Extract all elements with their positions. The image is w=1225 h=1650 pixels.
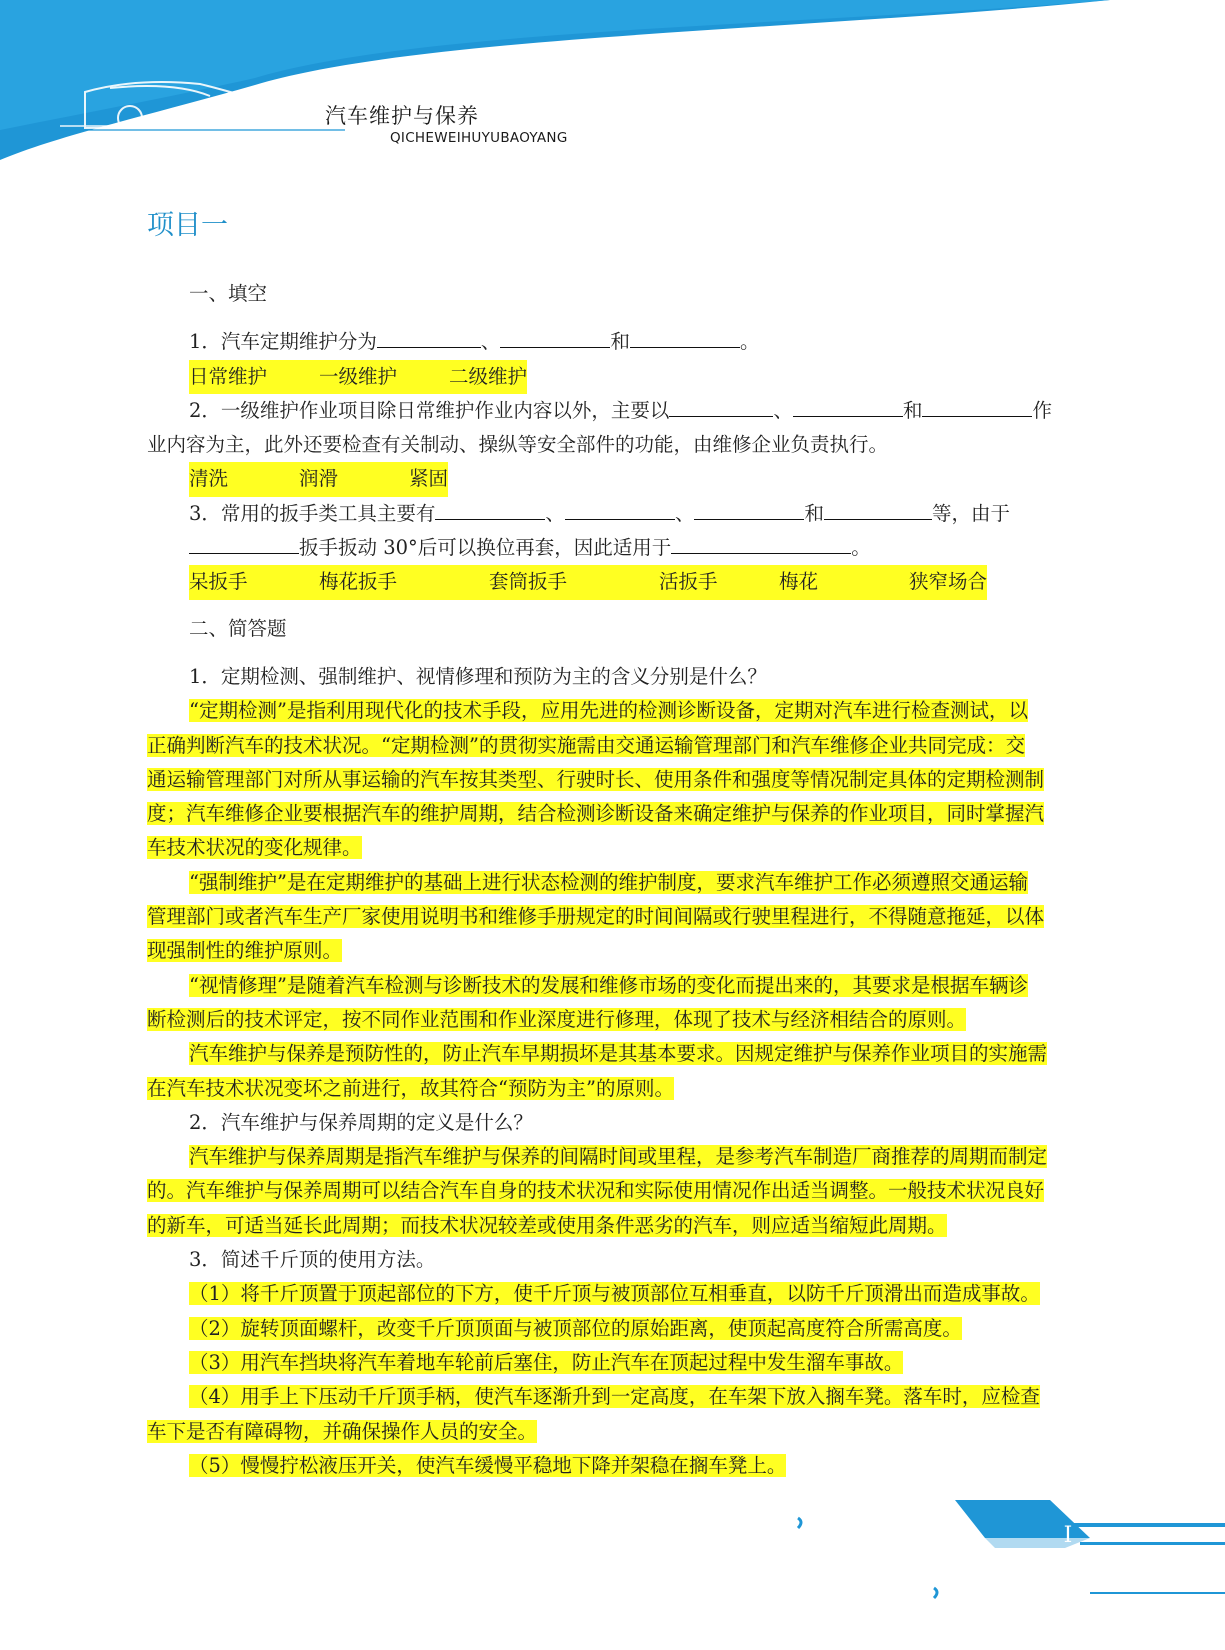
footer-banner — [790, 1500, 1225, 1650]
answer-paragraph-1: “定期检测”是指利用现代化的技术手段，应用先进的检测诊断设备，定期对汽车进行检查测试，以 正确判断汽车的技术状况。“定期检测”的贯彻实施需由交通运输管理部门和汽车维修企业共同完成：交 通运输管理部门对所从事运输的汽车按其类型、行驶时长、使用条件和强度等情况制定具体的定期检测制 度；汽车维修企业要根据汽车的维护周期，结合检测诊断设备来确定维护与保养的作业项目，同时掌握汽 车技术状况的变化规律。 — [147, 699, 1045, 860]
answer-blank — [377, 325, 481, 348]
step-item: （5）慢慢拧松液压开关，使汽车缓慢平稳地下降并架稳在搁车凳上。 — [189, 1453, 787, 1477]
project-title: 项目一 — [147, 210, 228, 241]
short-question-3: 3．简述千斤顶的使用方法。 — [189, 1248, 436, 1272]
short-question-1: 1．定期检测、强制维护、视情修理和预防为主的含义分别是什么？ — [189, 664, 767, 688]
answer-blank — [671, 531, 851, 554]
section-heading-fill-blank: 一、填空 — [189, 282, 268, 305]
answer-text: 清洗 — [189, 462, 299, 496]
answer-text: 梅花扳手 — [319, 565, 489, 599]
answer-text: 紧固 — [409, 462, 448, 496]
answer-blank — [824, 497, 932, 520]
answer-text: 呆扳手 — [189, 565, 319, 599]
answer-text: 狭窄场合 — [909, 565, 987, 599]
answer-blank — [793, 394, 903, 417]
answer-steps — [147, 1277, 1107, 1483]
step-item: （2）旋转顶面螺杆，改变千斤顶顶面与被顶部位的原始距离，使顶起高度符合所需高度。 — [189, 1316, 962, 1340]
answer-paragraph-2: “强制维护”是在定期维护的基础上进行状态检测的维护制度，要求汽车维护工作必须遵照交通运输 管理部门或者汽车生产厂家使用说明书和维修手册规定的时间间隔或行驶里程进行，不得随意拖延，以体 现强制性的维护原则。 — [147, 870, 1045, 963]
header-banner — [0, 0, 1225, 160]
answer-text: 润滑 — [299, 462, 409, 496]
fill-answer-2 — [147, 462, 1107, 496]
fill-question-3-cont: 扳手扳动 30°后可以换位再套，因此适用于 。 — [147, 531, 1107, 565]
book-subtitle: QICHEWEIHUYUBAOYANG — [390, 130, 568, 146]
short-question-2: 2．汽车维护与保养周期的定义是什么？ — [189, 1110, 533, 1134]
step-item: （1）将千斤顶置于顶起部位的下方，使千斤顶与被顶部位互相垂直，以防千斤顶滑出而造成事故。 — [189, 1282, 1040, 1306]
answer-paragraph-3: “视情修理”是随着汽车检测与诊断技术的发展和维修市场的变化而提出来的，其要求是根据车辆诊 断检测后的技术评定，按不同作业范围和作业深度进行修理，体现了技术与经济相结合的原则。 — [147, 973, 1028, 1031]
answer-blank — [435, 497, 545, 520]
step-item: （4）用手上下压动千斤顶手柄，使汽车逐渐升到一定高度，在车架下放入搁车凳。落车时，应检查 — [189, 1385, 1040, 1409]
answer-text: 套筒扳手 — [489, 565, 659, 599]
fill-question-1: 1．汽车定期维护分为 、 和 。 — [147, 325, 1107, 359]
document-body — [147, 277, 1107, 1483]
answer-blank — [694, 497, 804, 520]
answer-blank — [500, 325, 610, 348]
answer-text: 活扳手 — [659, 565, 779, 599]
answer-paragraph-5: 汽车维护与保养周期是指汽车维护与保养的间隔时间或里程，是参考汽车制造厂商推荐的周期而制定 的。汽车维护与保养周期可以结合汽车自身的技术状况和实际使用情况作出适当调整。一般技术状况良好 的新车，可适当延长此周期；而技术状况较差或使用条件恶劣的汽车，则应适当缩短此周期。 — [147, 1145, 1048, 1237]
answer-text: 一级维护 — [319, 360, 449, 394]
step-item-cont: 车下是否有障碍物，并确保操作人员的安全。 — [147, 1419, 538, 1443]
step-item: （3）用汽车挡块将汽车着地车轮前后塞住，防止汽车在顶起过程中发生溜车事故。 — [189, 1350, 904, 1374]
answer-paragraph-4: 汽车维护与保养是预防性的，防止汽车早期损坏是其基本要求。因规定维护与保养作业项目的实施需 在汽车技术状况变坏之前进行，故其符合“预防为主”的原则。 — [147, 1042, 1048, 1100]
fill-answer-1 — [147, 360, 1107, 394]
book-title: 汽车维护与保养 — [325, 104, 479, 128]
answer-blank — [630, 325, 740, 348]
section-heading-short-answer: 二、简答题 — [189, 616, 287, 640]
fill-question-2-cont: 业内容为主，此外还要检查有关制动、操纵等安全部件的功能，由维修企业负责执行。 — [147, 433, 889, 457]
answer-blank — [189, 531, 299, 554]
fill-question-2: 2．一级维护作业项目除日常维护作业内容以外，主要以 、 和 作 — [147, 394, 1107, 428]
fill-answer-3 — [147, 565, 1107, 599]
page-number: I — [1063, 1523, 1073, 1548]
answer-text: 日常维护 — [189, 360, 319, 394]
answer-text: 梅花 — [779, 565, 909, 599]
answer-blank — [669, 394, 773, 417]
answer-blank — [922, 394, 1032, 417]
answer-blank — [565, 497, 675, 520]
fill-question-3: 3．常用的扳手类工具主要有 、 、 和 等，由于 — [147, 497, 1107, 531]
answer-text: 二级维护 — [449, 360, 527, 394]
